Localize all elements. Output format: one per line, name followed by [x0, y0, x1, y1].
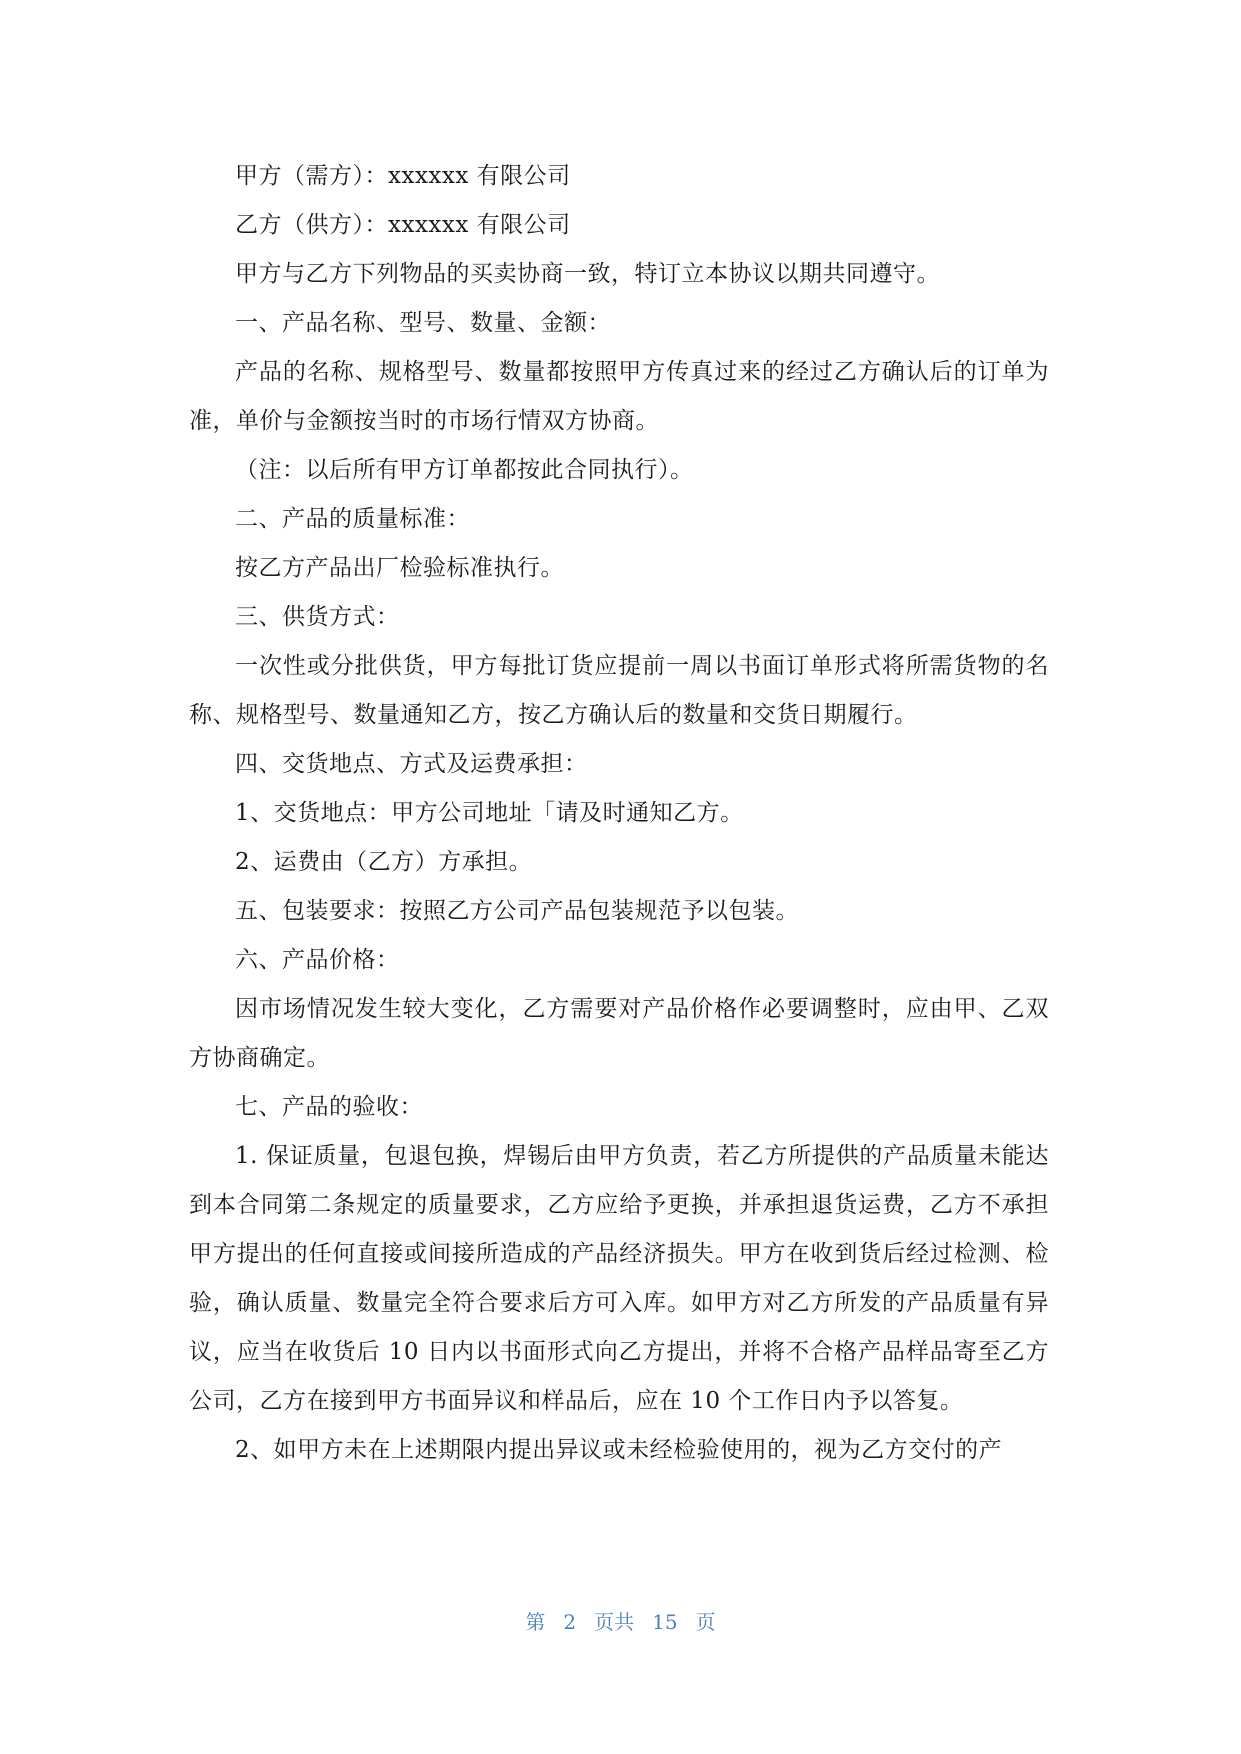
party-b-line: 乙方（供方）：xxxxxx 有限公司: [235, 212, 571, 238]
section-2-heading: 二、产品的质量标准：: [235, 506, 470, 532]
footer-word-ye: 页: [695, 1610, 716, 1634]
section-6-heading: 六、产品价格：: [235, 947, 400, 973]
section-7-item-1: 1. 保证质量，包退包换，焊锡后由甲方负责，若乙方所提供的产品质量未能达到本合同第二条规定的质量要求，乙方应给予更换，并承担退货运费，乙方不承担甲方提出的任何直接或间接所造成的产品经济损失。甲方在收到货后经过检测、检验，确认质量、数量完全符合要求后方可入库。如甲方对乙方所发的产品质量有异议，应当在收货后 10 日内以书面形式向乙方提出，并将不合格产品样品寄至乙方公司，乙方在接到甲方书面异议和样品后，应在 10 个工作日内予以答复。: [189, 1143, 1049, 1414]
section-5-line: 五、包装要求：按照乙方公司产品包装规范予以包装。: [235, 898, 799, 924]
section-4-item-1: 1、交货地点：甲方公司地址「请及时通知乙方。: [235, 800, 744, 826]
party-a-line: 甲方（需方）：xxxxxx 有限公司: [235, 163, 571, 189]
section-1-heading: 一、产品名称、型号、数量、金额：: [235, 310, 611, 336]
footer-word-di: 第: [525, 1610, 546, 1634]
section-1-note: （注：以后所有甲方订单都按此合同执行）。: [235, 457, 694, 483]
section-7-item-2: 2、如甲方未在上述期限内提出异议或未经检验使用的，视为乙方交付的产: [235, 1437, 1003, 1463]
section-7-heading: 七、产品的验收：: [235, 1094, 423, 1120]
page-footer: [0, 1606, 1241, 1635]
section-3-heading: 三、供货方式：: [235, 604, 400, 630]
agreement-intro: 甲方与乙方下列物品的买卖协商一致，特订立本协议以期共同遵守。: [235, 261, 940, 287]
section-2-body: 按乙方产品出厂检验标准执行。: [235, 555, 564, 581]
section-6-body: 因市场情况发生较大变化，乙方需要对产品价格作必要调整时，应由甲、乙双方协商确定。: [189, 996, 1049, 1071]
section-3-body: 一次性或分批供货，甲方每批订货应提前一周以书面订单形式将所需货物的名称、规格型号、数量通知乙方，按乙方确认后的数量和交货日期履行。: [189, 653, 1049, 728]
section-1-body: 产品的名称、规格型号、数量都按照甲方传真过来的经过乙方确认后的订单为准，单价与金额按当时的市场行情双方协商。: [189, 359, 1049, 434]
footer-word-yegong: 页共: [594, 1610, 635, 1634]
document-body: [189, 152, 1049, 1475]
footer-total-pages: 15: [652, 1610, 678, 1634]
section-4-item-2: 2、运费由（乙方）方承担。: [235, 849, 533, 875]
footer-page-number: 2: [563, 1610, 577, 1634]
section-4-heading: 四、交货地点、方式及运费承担：: [235, 751, 588, 777]
